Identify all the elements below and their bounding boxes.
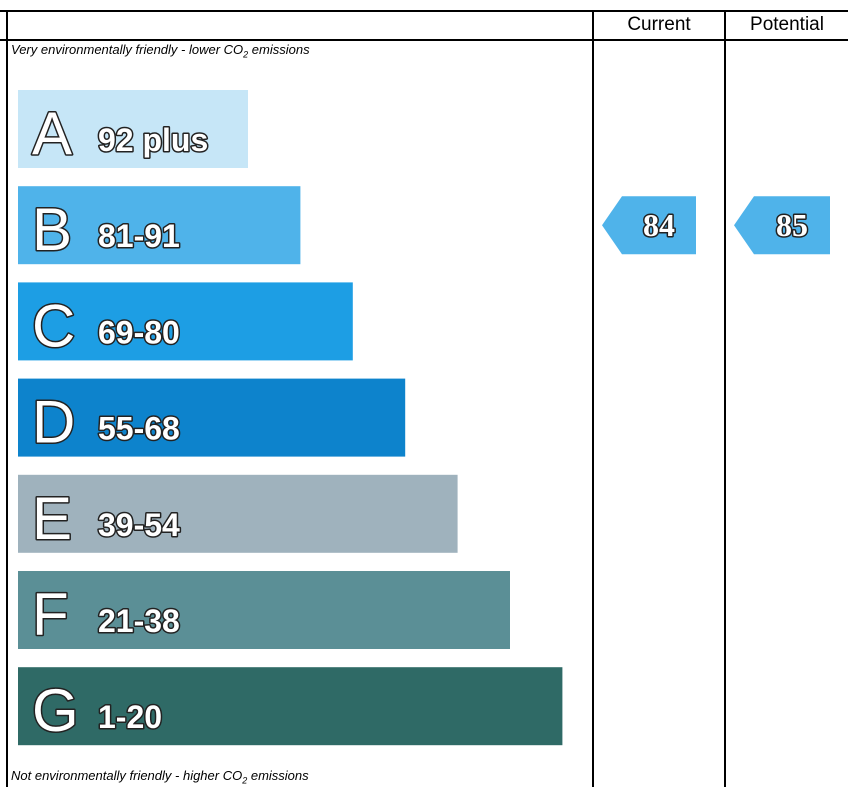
current-rating-value: 84	[643, 207, 675, 244]
band-d-range: 55-68	[98, 410, 180, 447]
band-e-letter: E	[32, 484, 73, 552]
bottom-note: Not environmentally friendly - higher $CO_2$ emissions	[11, 768, 309, 786]
band-f-letter: F	[32, 581, 69, 648]
band-g-letter: G	[32, 677, 79, 745]
band-e-range: 39-54	[98, 506, 180, 543]
band-d-letter: D	[32, 388, 76, 456]
band-c-letter: C	[32, 292, 76, 360]
band-a-range: 92 plus	[98, 122, 209, 158]
band-f-bar	[18, 571, 510, 649]
band-d-bar	[18, 379, 405, 457]
band-b-letter: B	[32, 196, 73, 264]
band-g-range: 1-20	[98, 699, 163, 736]
current-column-header: Current	[627, 14, 691, 35]
band-f-range: 21-38	[98, 603, 180, 639]
top-note: Very environmentally friendly - lower $CO_2$ emissions	[11, 42, 310, 60]
potential-rating-value: 85	[776, 207, 808, 244]
band-e-bar	[18, 475, 458, 553]
band-c-range: 69-80	[98, 314, 180, 351]
potential-column-header: Potential	[750, 14, 824, 35]
band-a-letter: A	[32, 100, 73, 167]
band-b-range: 81-91	[98, 218, 180, 255]
